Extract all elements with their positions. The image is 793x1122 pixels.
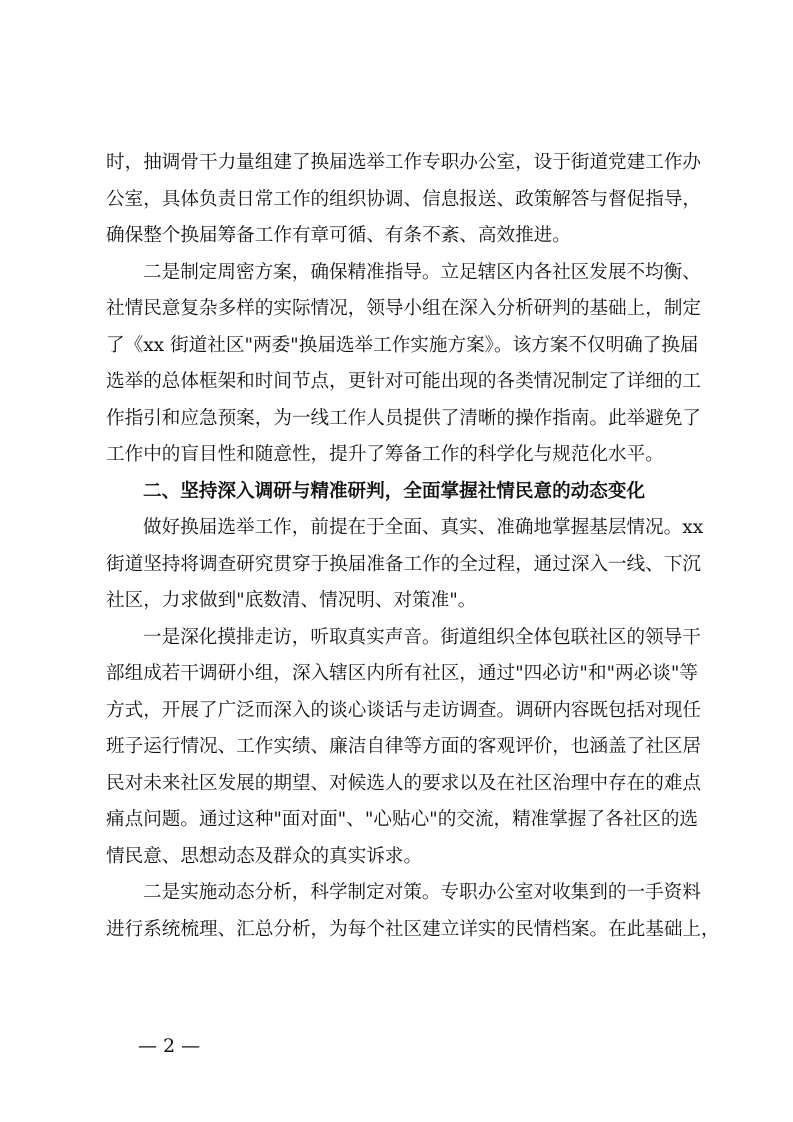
paragraph-line: 二是实施动态分析，科学制定对策。专职办公室对收集到的一手资料 — [143, 882, 701, 903]
paragraph-line: 情民意、思想动态及群众的真实诉求。 — [106, 845, 423, 867]
paragraph-line: 社情民意复杂多样的实际情况，领导小组在深入分析研判的基础上，制定 — [106, 298, 702, 319]
paragraph-line: 作指引和应急预案，为一线工作人员提供了清晰的操作指南。此举避免了 — [106, 407, 702, 429]
paragraph-line: 了《xx 街道社区"两委"换届选举工作实施方案》。该方案不仅明确了换届 — [106, 334, 699, 356]
paragraph-line: 二是制定周密方案，确保精准指导。立足辖区内各社区发展不均衡、 — [143, 261, 701, 283]
paragraph-line: 社区，力求做到"底数清、情况明、对策准"。 — [106, 590, 477, 611]
paragraph-line: 进行系统梳理、汇总分析，为每个社区建立详实的民情档案。在此基础上， — [106, 918, 720, 940]
paragraph-line: 班子运行情况、工作实绩、廉洁自律等方面的客观评价，也涵盖了社区居 — [106, 736, 702, 757]
section-heading: 二、坚持深入调研与精准研判，全面掌握社情民意的动态变化 — [143, 480, 646, 502]
paragraph-line: 街道坚持将调查研究贯穿于换届准备工作的全过程，通过深入一线、下沉 — [106, 553, 702, 575]
paragraph-line: 方式，开展了广泛而深入的谈心谈话与走访调查。调研内容既包括对现任 — [106, 699, 702, 721]
paragraph-line: 确保整个换届筹备工作有章可循、有条不紊、高效推进。 — [106, 225, 571, 246]
paragraph-line: 做好换届选举工作，前提在于全面、真实、准确地掌握基层情况。xx — [143, 517, 704, 538]
paragraph-line: 民对未来社区发展的期望、对候选人的要求以及在社区治理中存在的难点 — [106, 772, 702, 794]
paragraph-line: 公室，具体负责日常工作的组织协调、信息报送、政策解答与督促指导， — [106, 188, 702, 210]
page-number: — 2 — — [138, 1035, 201, 1057]
paragraph-line: 工作中的盲目性和随意性，提升了筹备工作的科学化与规范化水平。 — [106, 444, 664, 465]
paragraph-line: 时，抽调骨干力量组建了换届选举工作专职办公室，设于街道党建工作办 — [106, 152, 702, 173]
paragraph-line: 选举的总体框架和时间节点，更针对可能出现的各类情况制定了详细的工 — [106, 371, 702, 392]
paragraph-line: 部组成若干调研小组，深入辖区内所有社区，通过"四必访"和"两必谈"等 — [106, 663, 699, 684]
paragraph-line: 痛点问题。通过这种"面对面"、"心贴心"的交流，精准掌握了各社区的选 — [106, 809, 699, 830]
document-body — [106, 145, 720, 948]
paragraph-line: 一是深化摸排走访，听取真实声音。街道组织全体包联社区的领导干 — [143, 626, 701, 648]
